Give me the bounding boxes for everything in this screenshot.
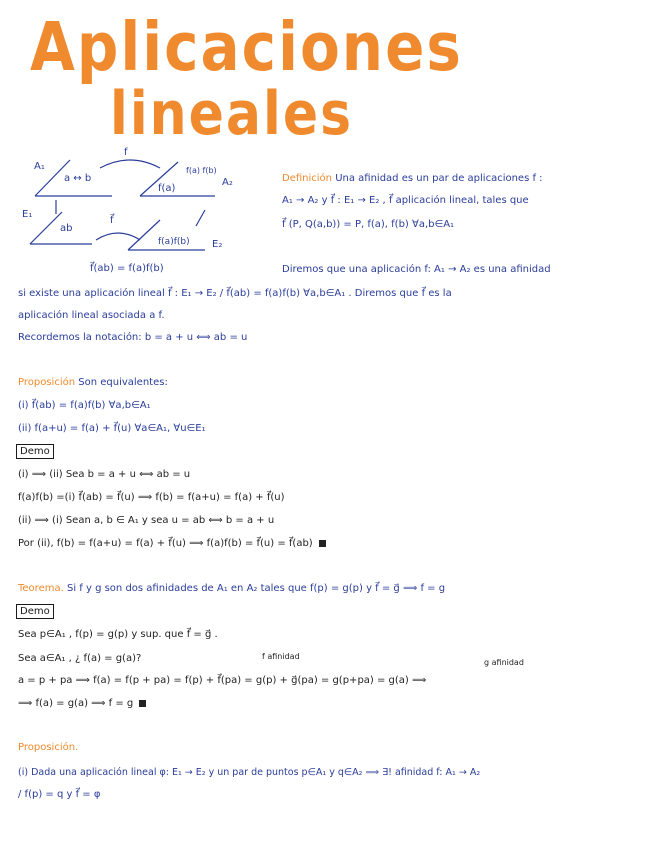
definition-line-6: aplicación lineal asociada a f. (18, 310, 165, 321)
label-e1: E₁ (22, 209, 33, 220)
prop1-demo-line-3: (ii) ⟹ (i) Sean a, b ∈ A₁ y sea u = ab ⟺ b = a + u (18, 515, 275, 526)
qed-square-icon (319, 540, 326, 547)
definition-text-1: Una afinidad es un par de aplicaciones f : (335, 173, 543, 184)
theorem-demo-line-4-text: ⟹ f(a) = g(a) ⟹ f = g (18, 698, 134, 709)
theorem-demo-line-2: Sea a∈A₁ , ¿ f(a) = g(a)? (18, 653, 142, 664)
theorem-demo-line-4 (18, 697, 146, 710)
title-line-1: Aplicaciones (30, 8, 463, 87)
label-fab-vec: f(a)f(b) (158, 237, 190, 247)
prop1-heading (18, 376, 168, 389)
theorem-line (18, 582, 445, 595)
theorem-text: Si f y g son dos afinidades de A₁ en A₂ tales que f(p) = g(p) y f⃗ = g⃗ ⟹ f = g (66, 583, 446, 594)
theorem-note-g: g afinidad (484, 658, 524, 667)
notation-line: Recordemos la notación: b = a + u ⟺ ab = u (18, 332, 248, 343)
title-line-2: lineales (110, 80, 354, 149)
definition-line-4: Diremos que una aplicación f: A₁ → A₂ es una afinidad (282, 264, 551, 275)
label-e2: E₂ (212, 239, 223, 250)
label-a1: A₁ (34, 161, 45, 172)
theorem-note-f: f afinidad (262, 652, 300, 661)
definition-line-5: si existe una aplicación lineal f⃗ : E₁ → E₂ / f⃗(ab) = f(a)f(b) ∀a,b∈A₁ . Diremos que f⃗ es la (18, 288, 452, 299)
prop1-demo-line-2: f(a)f(b) =(i) f⃗(ab) = f⃗(u) ⟹ f(b) = f(a+u) = f(a) + f⃗(u) (18, 492, 285, 503)
label-f-vec: f⃗ (110, 215, 114, 226)
definition-label: Definición (282, 173, 332, 184)
label-vec-ab: ab (60, 223, 73, 234)
prop1-label: Proposición (18, 377, 76, 388)
label-fa-fb: f(a) f(b) (186, 166, 217, 175)
qed-square-icon (139, 700, 146, 707)
prop1-demo-line-4-text: Por (ii), f(b) = f(a+u) = f(a) + f⃗(u) ⟹ f(a)f(b) = f⃗(u) = f⃗(ab) (18, 538, 313, 549)
definition-line-1 (282, 172, 543, 185)
definition-line-2: A₁ → A₂ y f⃗ : E₁ → E₂ , f⃗ aplicación lineal, tales que (282, 195, 529, 206)
label-fa: f(a) (158, 183, 176, 194)
figure-caption: f⃗(ab) = f(a)f(b) (90, 263, 164, 274)
definition-line-3: f⃗ (P, Q(a,b)) = P, f(a), f(b) ∀a,b∈A₁ (282, 219, 455, 230)
prop2-line-2: / f(p) = q y f⃗ = φ (18, 789, 101, 800)
prop1-heading-text: Son equivalentes: (78, 377, 168, 388)
prop2-label: Proposición. (18, 742, 79, 753)
prop1-demo-line-1: (i) ⟹ (ii) Sea b = a + u ⟺ ab = u (18, 469, 191, 480)
label-f-top: f (124, 147, 128, 158)
prop1-item-ii: (ii) f(a+u) = f(a) + f⃗(u) ∀a∈A₁, ∀u∈E₁ (18, 423, 206, 434)
label-a2: A₂ (222, 177, 233, 188)
theorem-demo-line-3: a = p + pa ⟹ f(a) = f(p + pa) = f(p) + f⃗(pa) = g(p) + g⃗(pa) = g(p+pa) = g(a) ⟹ (18, 675, 427, 686)
prop1-item-i: (i) f⃗(ab) = f(a)f(b) ∀a,b∈A₁ (18, 400, 151, 411)
theorem-demo-line-1: Sea p∈A₁ , f(p) = g(p) y sup. que f⃗ = g⃗ . (18, 629, 218, 640)
prop1-demo-line-4 (18, 537, 326, 550)
prop2-line-1: (i) Dada una aplicación lineal φ: E₁ → E₂ y un par de puntos p∈A₁ y q∈A₂ ⟹ ∃! afinidad f: A₁ → A₂ (18, 767, 481, 778)
theorem-demo-label: Demo (16, 604, 54, 619)
label-a-b: a ↔ b (64, 173, 92, 184)
theorem-label: Teorema. (18, 583, 64, 594)
prop1-demo-label: Demo (16, 444, 54, 459)
